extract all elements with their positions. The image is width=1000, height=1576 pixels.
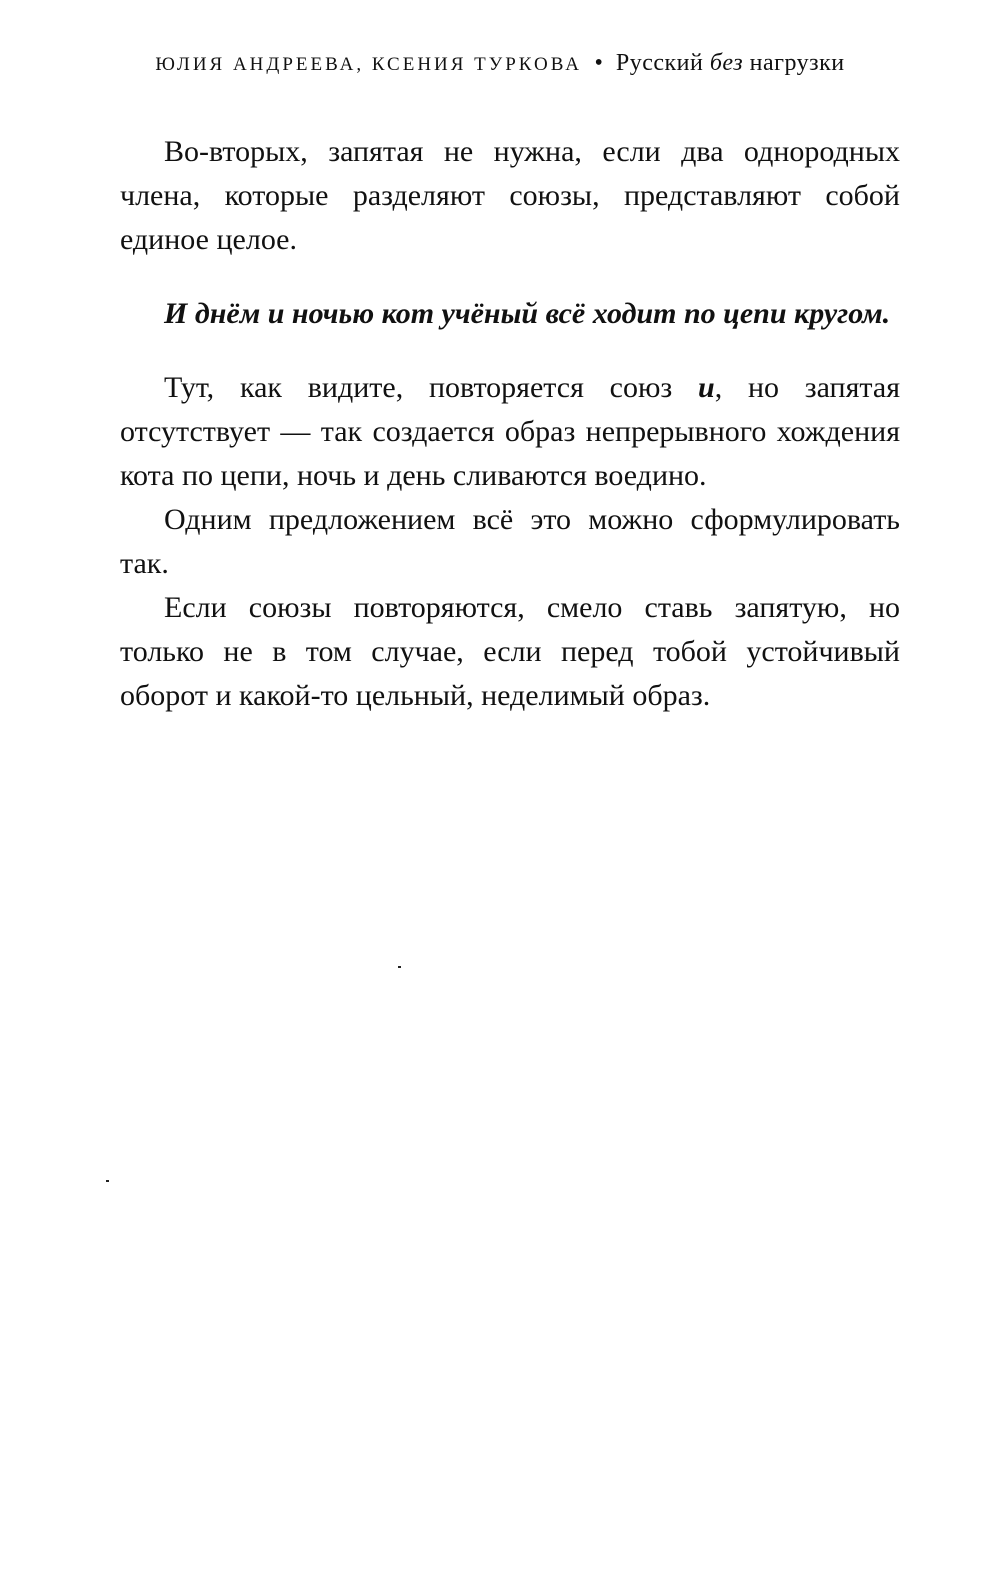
paragraph-5: Если союзы повторяются, смело ставь запятую, но только не в том случае, если перед тобой устойчивый оборот и какой-то цельный, неделимый образ. — [120, 591, 900, 712]
body-text — [120, 130, 900, 718]
paragraph-3-end: , но запятая отсутствует — так создается образ непрерывного хождения кота по цепи, ночь и день сливаются воедино. — [120, 371, 900, 492]
paragraph-3 — [120, 366, 900, 498]
header-authors: ЮЛИЯ АНДРЕЕВА, КСЕНИЯ ТУРКОВА — [155, 54, 582, 75]
running-head — [0, 50, 1000, 77]
header-separator: • — [594, 50, 604, 76]
paragraph-3-start: Тут, как видите, повторяется союз — [164, 371, 673, 404]
header-title-italic: без — [709, 50, 744, 76]
paragraph-4: Одним предложением всё это можно сформулировать так. — [120, 503, 900, 580]
header-title-part2: нагрузки — [749, 50, 845, 76]
print-speck — [398, 966, 401, 968]
paragraph-1: Во-вторых, запятая не нужна, если два однородных члена, которые разделяют союзы, представляют собой единое целое. — [120, 135, 900, 256]
header-title-part1: Русский — [615, 50, 704, 76]
example-sentence: И днём и ночью кот учёный всё ходит по цепи кругом. — [164, 297, 891, 330]
print-speck — [106, 1180, 109, 1182]
conjunction-highlight: и — [698, 371, 715, 404]
